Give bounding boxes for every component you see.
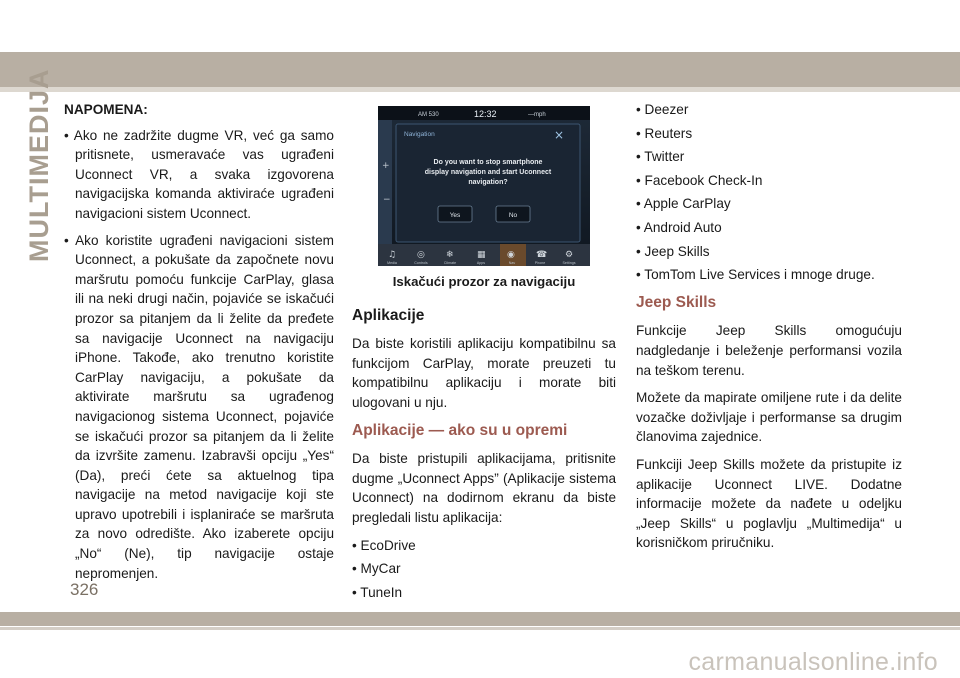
page-number: 326 [70,580,99,599]
app-list-item-apple-carplay: • Apple CarPlay [636,196,731,212]
paragraph-jeep-skills-2: Možete da mapirate omiljene rute i da delite vozačke doživljaje i performanse sa drugim članovima zajednice. [636,390,902,445]
app-list-item-jeep-skills: • Jeep Skills [636,243,710,259]
app-list-item-mycar: • MyCar [352,561,401,577]
settings-icon[interactable]: ⚙ [565,250,574,260]
nav-label-nav: Nav [508,261,516,265]
column-1 [64,100,334,590]
nav-label-climate: Climate [443,261,457,265]
app-list-item-twitter: • Twitter [636,149,685,165]
figure-caption: Iskačući prozor za navigaciju [392,274,576,289]
app-list-item-tunein: • TuneIn [352,584,403,600]
nav-label-apps: Apps [476,261,486,265]
app-list-item-android-auto: • Android Auto [636,219,722,235]
paragraph-apps: Da biste koristili aplikaciju kompatibilnu sa funkcijom CarPlay, morate preuzeti tu kompatibilnu aplikaciju i morate biti ulogovani u nju. [352,336,616,410]
top-margin [0,0,960,52]
footer-bar [0,612,960,626]
navigation-popup-screenshot [378,106,590,266]
app-list-item-facebook: • Facebook Check-In [636,172,763,188]
paragraph-apps-equipped: Da biste pristupili aplikacijama, pritisnite dugme „Uconnect Apps” (Aplikacije sistema Uconnect) na dodirnom ekranu da biste pregledali listu aplikacija: [352,451,616,525]
nav-label-controls: Controls [414,261,428,265]
zoom-out-icon[interactable]: − [383,195,391,205]
paragraph-jeep-skills-1: Funkcije Jeep Skills omogućuju nadgledanje i beleženje performansi vozila na teškom terenu. [636,323,902,378]
apps-icon[interactable]: ▦ [477,250,486,260]
watermark: carmanualsonline.info [688,648,938,676]
app-list-item-deezer: • Deezer [636,102,689,117]
nav-label-settings: Settings [562,261,576,265]
nav-label-phone: Phone [534,261,546,265]
zoom-in-icon[interactable]: + [382,161,390,171]
heading-jeep-skills: Jeep Skills [636,293,717,311]
heading-apps: Aplikacije [352,306,425,324]
radio-status: AM 530 [418,112,439,118]
app-list-item-reuters: • Reuters [636,125,693,141]
dialog-message-line-3: navigation? [468,179,508,186]
header-bar [0,52,960,87]
phone-icon[interactable]: ☎ [536,250,548,260]
dialog-message-line-1: Do you want to stop smartphone [433,159,543,166]
section-side-title: MULTIMEDIJA [24,68,54,262]
speed-status: —mph [528,112,546,118]
left-edge-panel [378,120,392,244]
yes-button-label: Yes [449,212,461,219]
nav-label-media: Media [387,261,397,265]
heading-apps-equipped: Aplikacije — ako su u opremi [352,421,568,439]
note-title: NAPOMENA: [64,102,148,117]
footer-rule [0,627,960,630]
header-rule [0,87,960,92]
media-icon[interactable]: ♫ [388,250,397,260]
dialog-close-icon[interactable]: × [554,128,565,142]
column-2 [352,100,616,606]
nav-icon[interactable]: ◉ [507,250,515,260]
dialog-message-line-2: display navigation and start Uconnect [424,169,552,176]
climate-icon[interactable]: ❄ [446,250,454,260]
clock: 12:32 [474,109,497,119]
app-list-item-tomtom: • TomTom Live Services i mnoge druge. [636,267,875,283]
paragraph-jeep-skills-3: Funkciji Jeep Skills možete da pristupite iz aplikacije Uconnect LIVE. Dodatne informacije možete da nađete u odeljku „Jeep Skills“ u poglavlju „Multimedija“ u korisničkom priručniku. [636,456,902,551]
note-bullet-vr: • Ako ne zadržite dugme VR, već ga samo pritisnete, usmeravaće vas ugrađeni Uconnect VR, a svaka izgovorena navigacijska komanda aktiviraće ugrađeni navigacioni sistem Uconnect. [64,127,334,221]
controls-icon[interactable]: ◎ [417,250,425,260]
app-list-item-ecodrive: • EcoDrive [352,537,416,553]
dialog-title: Navigation [404,131,435,138]
no-button-label: No [508,212,518,219]
column-3 [636,100,902,561]
note-bullet-navigation: • Ako koristite ugrađeni navigacioni sistem Uconnect, a pokušate da započnete novu maršrutu pomoću funkcije CarPlay, glasa ili na neki drugi način, pojaviće se iskačući prozor sa pitanjem da li želite da pređete sa navigacije Uconnect na navigaciju iPhone. Takođe, ako trenutno koristite CarPlay navigaciju, a pokušate da aktivirate maršrutu sa ugrađenog navigacionog sistema Uconnect, pojaviće se iskačući prozor sa pitanjem da li želite da izvršite zamenu. Izabravši opciju „Yes“ (Da), preći ćete sa aktuelnog tipa navigacije na metod navigacije koji ste upravo upotrebili i isplaniraće se maršruta za novo odredište. Ako izaberete opciju „No“ (Ne), tip navigacije ostaje nepromenjen. [64,232,334,581]
